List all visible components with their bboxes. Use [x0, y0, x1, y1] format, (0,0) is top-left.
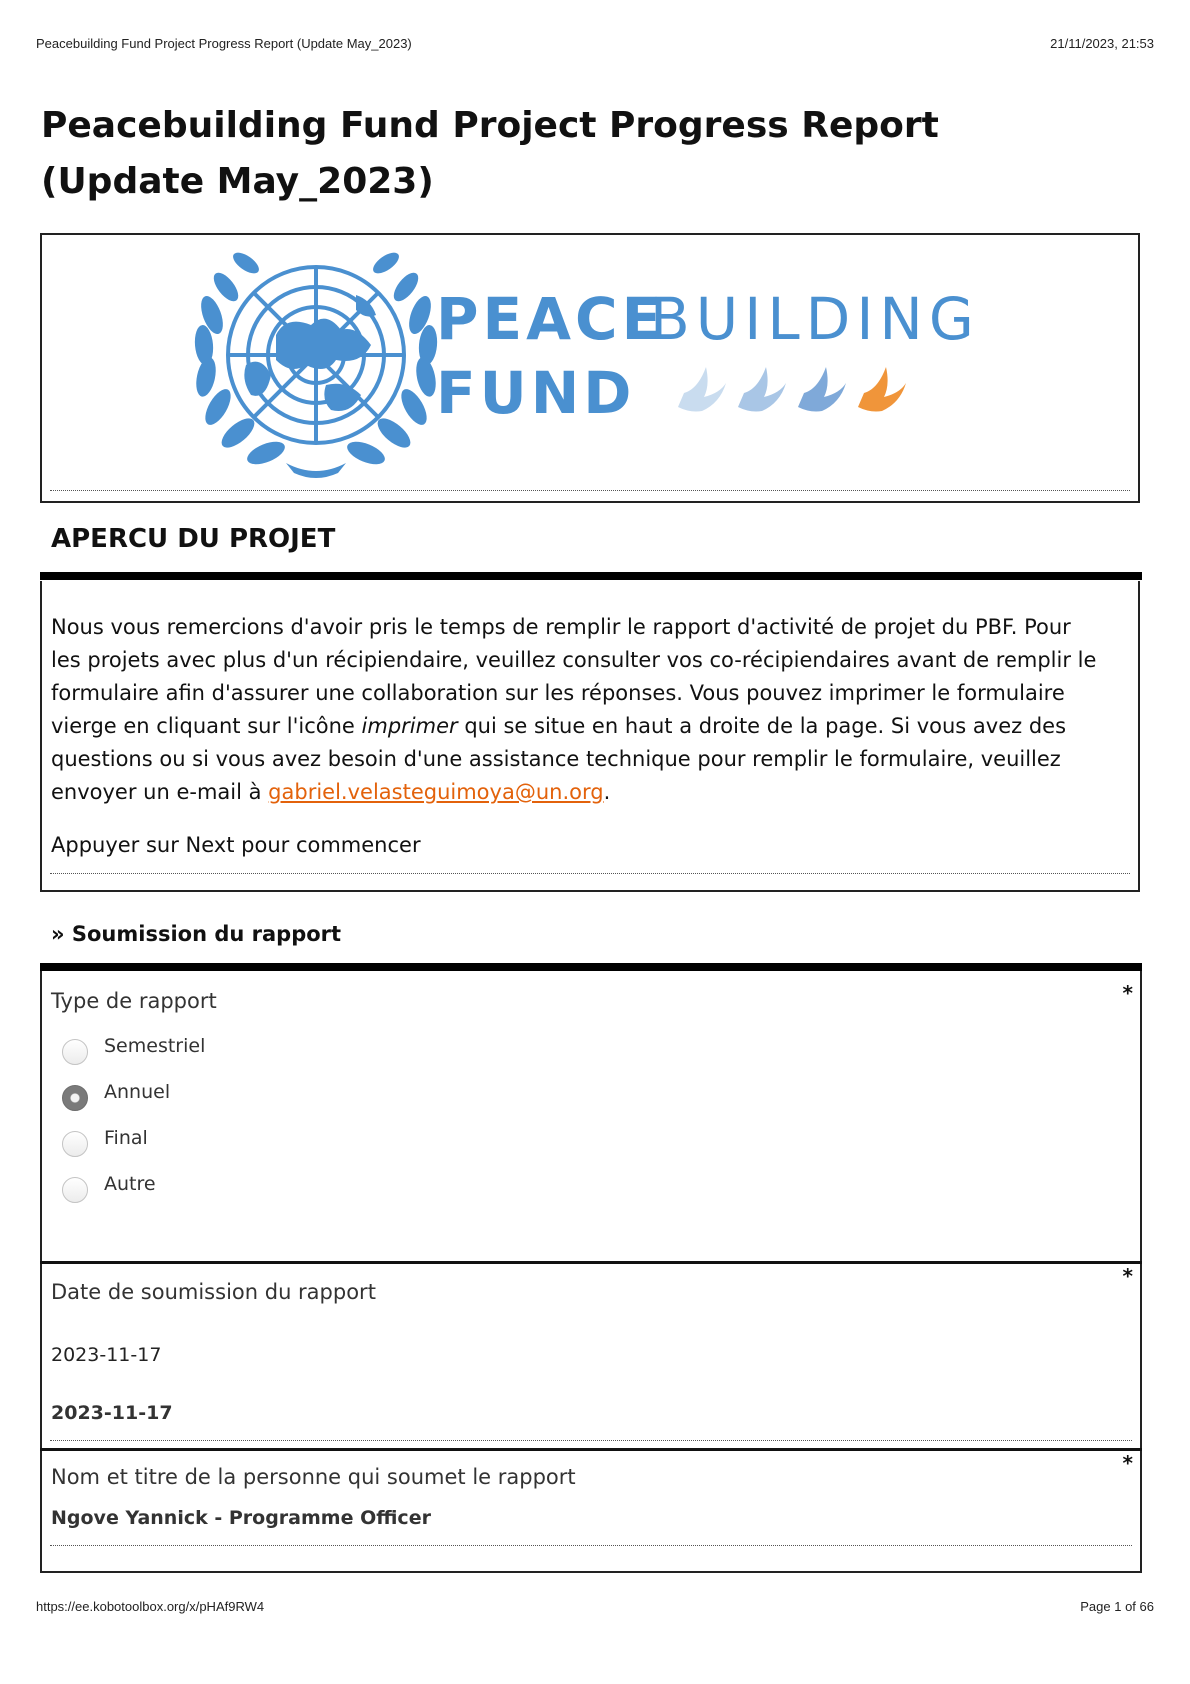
required-asterisk: * [1122, 981, 1133, 1005]
radio-label: Semestriel [104, 1035, 206, 1057]
question-label: Date de soumission du rapport [51, 1280, 376, 1304]
print-header-title: Peacebuilding Fund Project Progress Report (Update May_2023) [36, 36, 412, 51]
date-value: 2023-11-17 [51, 1344, 162, 1366]
question-submitter-name [40, 1451, 1142, 1573]
section-bar [40, 963, 1142, 971]
peacebuilding-fund-logo [42, 235, 1138, 491]
dove-icon [798, 367, 846, 412]
logo-word-fund: FUND [436, 359, 636, 427]
radio-option-annuel[interactable] [62, 1077, 170, 1111]
radio-option-final[interactable] [62, 1123, 148, 1157]
intro-panel [40, 581, 1140, 892]
un-emblem-icon [193, 249, 439, 478]
question-label: Type de rapport [51, 989, 217, 1013]
print-header [36, 36, 1154, 51]
radio-option-autre[interactable] [62, 1169, 156, 1203]
contact-email-link[interactable]: gabriel.velasteguimoya@un.org [268, 780, 604, 804]
radio-button[interactable] [62, 1131, 88, 1157]
page-title: Peacebuilding Fund Project Progress Report (Update May_2023) [41, 105, 939, 202]
date-value-answer: 2023-11-17 [51, 1402, 173, 1424]
logo-word-peace: PEACE [436, 285, 666, 353]
divider [50, 1440, 1132, 1441]
divider [50, 873, 1130, 874]
question-report-type [40, 971, 1142, 1263]
logo-banner [40, 233, 1140, 503]
radio-button-selected[interactable] [62, 1085, 88, 1111]
radio-button[interactable] [62, 1039, 88, 1065]
radio-option-semestriel[interactable] [62, 1031, 205, 1065]
required-asterisk: * [1122, 1264, 1133, 1288]
radio-label: Annuel [104, 1081, 171, 1103]
intro-text: Nous vous remercions d'avoir pris le temps de remplir le rapport d'activité de projet du PBF. Pour les projets avec plus d'un récipiendaire, veuillez consulter vos co-récipiendaires avant de remplir le formulaire afin d'assurer une collaboration sur les réponses. Vous pouvez imprimer le formulaire vierge en cliquant sur l'icône imprimer qui se situe en haut a droite de la page. Si vous avez des questions ou si vous avez besoin d'une assistance technique pour remplir le formulaire, veuillez envoyer un e-mail à gabriel.velasteguimoya@un.org. [51, 615, 1097, 804]
section-bar [40, 572, 1142, 580]
section-heading-submission: » Soumission du rapport [51, 922, 342, 946]
question-label: Nom et titre de la personne qui soumet le rapport [51, 1465, 576, 1489]
print-footer-page: Page 1 of 66 [1080, 1599, 1154, 1614]
divider [50, 1545, 1132, 1546]
radio-label: Final [104, 1127, 148, 1149]
intro-next-instruction: Appuyer sur Next pour commencer [51, 833, 421, 857]
required-asterisk: * [1122, 1451, 1133, 1475]
print-header-datetime: 21/11/2023, 21:53 [1050, 36, 1154, 51]
print-footer [36, 1599, 1154, 1614]
question-submission-date [40, 1264, 1142, 1448]
radio-button[interactable] [62, 1177, 88, 1203]
divider [50, 490, 1130, 491]
print-footer-url: https://ee.kobotoolbox.org/x/pHAf9RW4 [36, 1599, 265, 1614]
logo-word-building: BUILDING [650, 285, 980, 353]
dove-icon [738, 367, 786, 412]
dove-icon [678, 367, 726, 412]
radio-label: Autre [104, 1173, 156, 1195]
intro-italic-print: imprimer [361, 714, 458, 738]
section-heading-overview: APERCU DU PROJET [51, 524, 336, 554]
submitter-value: Ngove Yannick - Programme Officer [51, 1507, 431, 1529]
dove-icon [858, 367, 906, 412]
